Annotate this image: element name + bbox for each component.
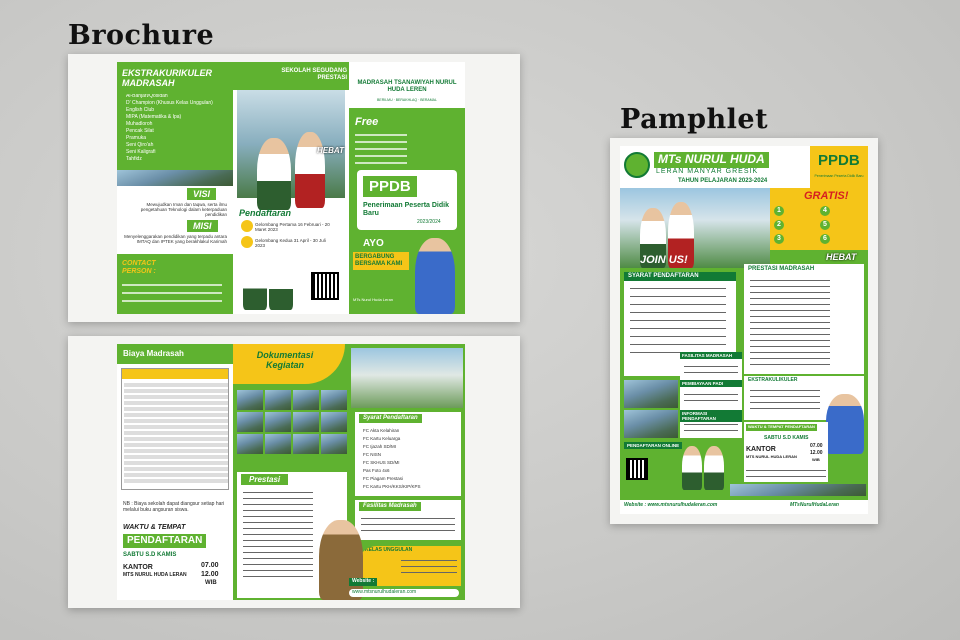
step-2-badge (241, 236, 253, 248)
syarat-title: Syarat Pendaftaran (359, 414, 422, 423)
ekstra-item: Muhadloroh (126, 121, 153, 127)
ekstra-item: Seni Kaligrafi (126, 149, 156, 155)
ppdb-title: PPDB (363, 176, 417, 197)
fasilitas-title: Fasilitas Madrasah (359, 502, 421, 511)
website-label: Website : (349, 578, 377, 586)
prestasi-line (750, 304, 830, 305)
prestasi-line (243, 558, 313, 559)
prestasi-line (243, 510, 313, 511)
prestasi-line (243, 576, 313, 577)
pamphlet-qr-code (626, 458, 648, 480)
fasilitas-line (684, 366, 738, 367)
scout-boy-photo (319, 520, 363, 600)
scout-boy-photo (415, 238, 455, 314)
pamphlet-bottom-photo (730, 484, 866, 496)
fasilitas-line (684, 372, 738, 373)
free-line (355, 162, 407, 164)
ppdb-box (357, 170, 457, 230)
ekstra-panel (117, 62, 233, 314)
sekolah-tagline: SEKOLAH SEGUDANG PRESTASI (281, 68, 347, 81)
free-line (355, 155, 407, 157)
penerimaan-text: Penerimaan Peserta Didik Baru (363, 202, 449, 218)
pamphlet-hebat: HEBAT (826, 252, 857, 262)
pamphlet-heading: Pamphlet (620, 104, 769, 135)
syarat-box (355, 412, 461, 496)
prestasi-line (243, 534, 313, 535)
ekstra-line (750, 396, 820, 397)
fasilitas-pamphlet-box (680, 352, 742, 438)
students-group-photo (237, 90, 345, 198)
prestasi-line (243, 492, 313, 493)
ekstra-item: Tahfidz (126, 156, 142, 162)
syarat-item: Pas Foto 4x6 (363, 468, 390, 473)
prestasi-line (243, 552, 313, 553)
prestasi-line (750, 352, 830, 353)
school-building-photo (351, 348, 463, 408)
prestasi-line (750, 328, 830, 329)
school-motto: BERILMU · BERAKHLAQ · BERAMAL (377, 98, 437, 102)
pendaftaran-title: PENDAFTARAN (123, 534, 206, 548)
prestasi-line (750, 340, 830, 341)
contact-title: CONTACT PERSON : (122, 260, 156, 276)
table-row (124, 395, 228, 399)
ayo-text: AYO (363, 238, 384, 249)
jam-end: 12.00 (201, 571, 219, 578)
visi-misi-area (117, 186, 233, 254)
syarat-line (630, 344, 726, 345)
prestasi-line (243, 546, 313, 547)
pamphlet-kantor: KANTOR (746, 446, 776, 453)
brochure-back (117, 344, 465, 600)
hebat-badge: HEBAT (317, 146, 344, 155)
kelas-line (401, 566, 457, 567)
pendaftaran-online-label: PENDAFTARAN ONLINE (624, 442, 682, 449)
social-handle: MTs Nurul Huda Leran (353, 297, 394, 302)
prestasi-line (243, 564, 313, 565)
pamphlet-wib: WIB (812, 457, 820, 462)
photo-grid (237, 390, 349, 470)
ekstra-line (750, 390, 820, 391)
pembiayaan-line (684, 400, 738, 401)
ekstra-item: D' Champion (Khusus Kelas Unggulan) (126, 100, 213, 106)
prestasi-line (750, 316, 830, 317)
contact-line (746, 476, 826, 477)
ekstra-item: English Club (126, 107, 155, 113)
pamphlet-school-name: MTs NURUL HUDA (654, 152, 769, 168)
table-row (124, 431, 228, 435)
informasi-title: INFORMASI PENDAFTARAN (680, 410, 742, 422)
school-logo-icon (624, 152, 650, 178)
fasilitas-box (355, 500, 461, 540)
pamphlet-kantor-name: MTS NURUL HUDA LERAN (746, 454, 797, 459)
prestasi-line (750, 310, 830, 311)
table-row (124, 455, 228, 459)
prestasi-line (243, 528, 313, 529)
prestasi-line (750, 292, 830, 293)
table-row (124, 419, 228, 423)
prestasi-line (243, 504, 313, 505)
pamphlet-activity-photo (624, 380, 678, 408)
table-row (124, 383, 228, 387)
prestasi-line (750, 364, 830, 365)
visi-text: Mewujudkan Iman dan taqwa, serta ilmu pengetahuan Teknologi dalam keterpaduan pendidikan (140, 202, 227, 218)
syarat-line (630, 328, 726, 329)
table-row (124, 443, 228, 447)
activity-photo (265, 434, 291, 454)
table-row (124, 401, 228, 405)
prestasi-title: Prestasi (241, 474, 288, 485)
informasi-line (684, 430, 738, 431)
doc-panel (233, 344, 465, 600)
free-number: 2 (777, 221, 781, 228)
ekstra-list (122, 94, 230, 166)
pamphlet-tahun: TAHUN PELAJARAN 2023-2024 (678, 178, 768, 184)
prestasi-line (750, 286, 830, 287)
ppdb-panel (349, 62, 465, 314)
ekstra-item: Pramuka (126, 135, 147, 141)
gelombang1-text: Gelombang Pertama 16 Februari - 20 Maret 2023 (255, 222, 330, 233)
syarat-item: FC Akta Kelahiran (363, 428, 400, 433)
contact-line (122, 300, 222, 302)
free-line (355, 148, 407, 150)
informasi-line (684, 424, 738, 425)
prestasi-line (750, 298, 830, 299)
pamphlet-jam1: 07.00 (810, 443, 823, 449)
ekstra-line (750, 408, 820, 409)
activity-photo (293, 390, 319, 410)
nb-text: NB : Biaya sekolah dapat diangsur setiap hari melalui buku angsuran siswa. (123, 501, 225, 513)
pamphlet-prestasi-title: PRESTASI MADRASAH (748, 266, 815, 272)
ekstra-title: EKSTRAKURIKULER MADRASAH (122, 68, 212, 89)
prestasi-line (243, 516, 313, 517)
pamphlet-hari: SABTU S.D KAMIS (764, 435, 809, 441)
table-row (124, 425, 228, 429)
activity-photo (237, 390, 263, 410)
students-strip-photo (117, 170, 233, 186)
pembiayaan-line (684, 394, 738, 395)
prestasi-line (243, 540, 313, 541)
visi-title: VISI (187, 188, 216, 200)
waktu-box (121, 524, 229, 596)
kelas-unggulan-title: KELAS UNGGULAN (365, 547, 413, 553)
pamphlet-fasilitas-title: FASILITAS MADRASAH (680, 352, 742, 359)
pendaftaran-label: Pendaftaran (239, 208, 292, 218)
waktu-title: WAKTU & TEMPAT (123, 524, 186, 531)
free-number: 4 (823, 207, 827, 214)
student-photo (682, 446, 702, 490)
kantor-label: KANTOR (123, 564, 153, 571)
ekstra-line (750, 402, 820, 403)
activity-photo (265, 412, 291, 432)
syarat-item: FC Kartu PKH/KKS/KIP/KPS (363, 484, 421, 489)
syarat-line (630, 320, 726, 321)
bergabung-text: BERGABUNG BERSAMA KAMI (353, 252, 409, 270)
ekstra-item: Al-Banjari/Qosidah (126, 94, 168, 99)
jam-start: 07.00 (201, 562, 219, 569)
syarat-item: FC SKHUS SD/MI (363, 460, 400, 465)
table-row (124, 473, 228, 477)
ekstra-item: MIPA (Matematika & Ipa) (126, 114, 182, 120)
syarat-line (630, 312, 726, 313)
syarat-item: FC NISN (363, 452, 381, 457)
student-photo (243, 256, 267, 310)
activity-photo (237, 434, 263, 454)
syarat-item: FC Piagam Prestasi (363, 476, 404, 481)
kelas-line (401, 560, 457, 561)
activity-photo (265, 390, 291, 410)
table-row (124, 467, 228, 471)
prestasi-line (750, 334, 830, 335)
pamphlet-jam2: 12.00 (810, 450, 823, 456)
contact-line (122, 292, 222, 294)
free-number: 6 (823, 235, 827, 242)
prestasi-pamphlet-box (744, 264, 864, 374)
brochure-front (117, 62, 465, 314)
free-number: 1 (777, 207, 781, 214)
pamphlet-website: Website : www.mtsnurulhudaleran.com (624, 502, 718, 508)
free-label: Free (355, 116, 379, 128)
free-number: 3 (777, 235, 781, 242)
free-number: 5 (823, 221, 827, 228)
dokumentasi-title: Dokumentasi Kegiatan (256, 350, 314, 371)
table-row (124, 479, 228, 483)
hari-text: SABTU S.D KAMIS (123, 552, 177, 558)
gratis-box (770, 188, 868, 250)
gelombang2-text: Gelombang Kedua 31 April - 30 Juli 2023 (255, 238, 326, 249)
tahun-text: 2023/2024 (417, 219, 441, 225)
join-us-text: JOIN US! (640, 254, 688, 266)
biaya-table (121, 368, 229, 490)
school-name: MADRASAH TSANAWIYAH NURUL HUDA LEREN (357, 80, 457, 93)
pamphlet-ekstra-title: EKSTRAKULIKULER (748, 377, 798, 383)
syarat-item: FC Ijazah SD/MI (363, 444, 397, 449)
fasilitas-line (361, 530, 455, 531)
free-line (355, 134, 407, 136)
table-row (124, 407, 228, 411)
wib-label: WIB (205, 580, 217, 586)
contact-line (122, 284, 222, 286)
prestasi-line (243, 522, 313, 523)
student-photo (295, 132, 325, 208)
prestasi-line (750, 346, 830, 347)
fasilitas-line (361, 524, 455, 525)
syarat-item: FC Kartu Keluarga (363, 436, 401, 441)
kantor-name: MTS NURUL HUDA LERAN (123, 572, 187, 578)
pamphlet-activity-photo (624, 410, 678, 438)
pembiayaan-title: PEMBIAYAAN PADI (680, 380, 742, 387)
table-row (124, 389, 228, 393)
table-row (124, 437, 228, 441)
website-text: www.mtsnurulhudaleran.com (349, 589, 459, 597)
prestasi-line (750, 322, 830, 323)
pamphlet-waktu-title: WAKTU & TEMPAT PENDAFTARAN (748, 424, 815, 429)
student-photo (257, 138, 291, 210)
pamphlet-social: MTsNurulHudaLeran (790, 502, 839, 508)
kelas-line (401, 572, 457, 573)
step-1-badge (241, 220, 253, 232)
table-row (124, 449, 228, 453)
pamphlet-location: LERAN MANYAR GRESIK (656, 168, 759, 175)
syarat-line (630, 296, 726, 297)
gratis-text: GRATIS! (804, 190, 849, 202)
activity-photo (293, 434, 319, 454)
waktu-pamphlet-box (744, 422, 828, 482)
syarat-line (630, 336, 726, 337)
pamphlet-ppdb: PPDB (818, 152, 860, 169)
activity-photo (237, 412, 263, 432)
misi-title: MISI (187, 220, 218, 232)
ekstra-item: Pencak Silat (126, 128, 154, 134)
syarat-line (630, 288, 726, 289)
prestasi-line (243, 570, 313, 571)
activity-photo (321, 412, 347, 432)
free-line (355, 141, 407, 143)
student-photo (269, 258, 293, 310)
table-row (124, 461, 228, 465)
prestasi-line (750, 280, 830, 281)
brochure-heading: Brochure (68, 20, 215, 51)
pamphlet (620, 146, 868, 514)
misi-text: Menyelenggarakan pendidikan yang terpadu antara IMTAQ dan IPTEK yang berakhlakul Karimah (124, 234, 227, 245)
pamphlet-ppdb-sub: Penerimaan Peserta Didik Baru (814, 174, 864, 178)
activity-photo (293, 412, 319, 432)
activity-photo (321, 434, 347, 454)
activity-photo (321, 390, 347, 410)
prestasi-line (243, 498, 313, 499)
fasilitas-line (361, 518, 455, 519)
prestasi-line (750, 358, 830, 359)
syarat-line (630, 304, 726, 305)
contact-line (746, 470, 826, 471)
biaya-title: Biaya Madrasah (123, 349, 184, 358)
table-header (122, 369, 229, 379)
qr-code (311, 272, 339, 300)
pamphlet-footer (620, 500, 868, 514)
ekstra-item: Seni Qiro'ah (126, 142, 154, 148)
pamphlet-syarat-title: SYARAT PENDAFTARAN (624, 272, 736, 281)
scout-boy-photo (826, 394, 864, 454)
student-photo (704, 446, 724, 490)
table-row (124, 413, 228, 417)
